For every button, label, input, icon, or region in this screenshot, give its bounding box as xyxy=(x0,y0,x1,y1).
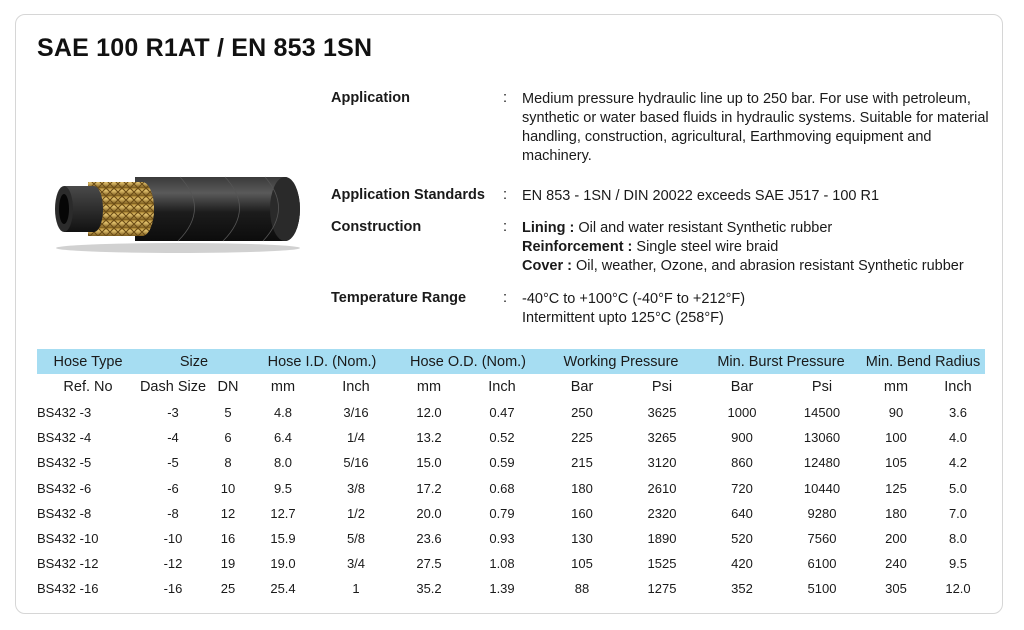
table-cell: 10440 xyxy=(803,480,841,496)
table-cell: BS432 -4 xyxy=(37,430,92,446)
table-cell: 20.0 xyxy=(416,505,442,521)
table-cell: 352 xyxy=(731,581,753,597)
table-cell: BS432 -8 xyxy=(37,505,92,521)
table-group-header xyxy=(37,349,985,374)
header-bend-radius: Min. Bend Radius xyxy=(861,349,985,374)
table-row xyxy=(37,450,985,475)
column-header: DN xyxy=(207,374,249,400)
table-cell: 420 xyxy=(731,556,753,572)
header-hose-od: Hose O.D. (Nom.) xyxy=(395,349,541,374)
table-cell: 180 xyxy=(571,480,593,496)
table-cell: 6.4 xyxy=(273,430,293,446)
header-working-pressure: Working Pressure xyxy=(541,349,701,374)
table-cell: 88 xyxy=(574,581,590,597)
table-cell: BS432 -12 xyxy=(37,556,99,572)
spec-colon: : xyxy=(503,187,508,203)
table-cell: 8 xyxy=(224,455,232,471)
table-cell: 15.0 xyxy=(416,455,442,471)
table-cell: 250 xyxy=(571,405,593,421)
table-cell: 1890 xyxy=(647,531,677,547)
table-cell: 90 xyxy=(888,405,904,421)
column-header: Dash Size xyxy=(139,374,207,400)
column-header: Inch xyxy=(931,374,985,400)
spec-colon: : xyxy=(503,219,508,235)
table-cell: 10 xyxy=(220,480,236,496)
table-cell: 3/8 xyxy=(346,480,366,496)
spec-temperature xyxy=(331,290,1001,330)
column-header: Bar xyxy=(701,374,783,400)
table-cell: 180 xyxy=(885,505,907,521)
table-cell: 3625 xyxy=(647,405,677,421)
table-cell: 2320 xyxy=(647,505,677,521)
table-cell: BS432 -16 xyxy=(37,581,99,597)
spec-line xyxy=(522,257,992,276)
table-cell: BS432 -6 xyxy=(37,480,92,496)
table-cell: 7560 xyxy=(807,531,837,547)
table-cell: 3120 xyxy=(647,455,677,471)
spec-line: EN 853 - 1SN / DIN 20022 exceeds SAE J517 - 100 R1 xyxy=(522,188,880,204)
table-cell: 12480 xyxy=(803,455,841,471)
table-cell: 12.7 xyxy=(270,505,296,521)
table-cell: 3/16 xyxy=(343,405,369,421)
table-cell: 12 xyxy=(220,505,236,521)
header-burst-pressure: Min. Burst Pressure xyxy=(701,349,861,374)
table-cell: 19.0 xyxy=(270,556,296,572)
table-cell: 27.5 xyxy=(416,556,442,572)
spec-construction xyxy=(331,219,1001,290)
header-hose-id: Hose I.D. (Nom.) xyxy=(249,349,395,374)
spec-line xyxy=(522,238,992,257)
table-cell: 720 xyxy=(731,480,753,496)
header-size: Size xyxy=(139,349,249,374)
table-cell: 240 xyxy=(885,556,907,572)
table-cell: 5100 xyxy=(807,581,837,597)
table-cell: 2610 xyxy=(647,480,677,496)
table-cell: 4.8 xyxy=(273,405,293,421)
spec-value xyxy=(522,219,992,276)
header-hose-type: Hose Type xyxy=(37,349,139,374)
spec-value xyxy=(522,187,992,206)
table-cell: 9.5 xyxy=(948,556,968,572)
spec-line: machinery. xyxy=(522,148,592,164)
table-cell: -5 xyxy=(167,455,179,471)
table-cell: 6 xyxy=(224,430,232,446)
table-row xyxy=(37,501,985,526)
table-cell: 19 xyxy=(220,556,236,572)
specification-table xyxy=(37,349,985,602)
table-cell: 520 xyxy=(731,531,753,547)
spec-label: Temperature Range xyxy=(331,290,467,306)
table-cell: 130 xyxy=(571,531,593,547)
column-header: Inch xyxy=(317,374,395,400)
spec-value xyxy=(522,290,992,328)
page-title: SAE 100 R1AT / EN 853 1SN xyxy=(37,34,373,62)
table-cell: 125 xyxy=(885,480,907,496)
table-sub-header xyxy=(37,374,985,400)
table-cell: 215 xyxy=(571,455,593,471)
table-cell: 225 xyxy=(571,430,593,446)
table-cell: 5/8 xyxy=(346,531,366,547)
table-cell: 9280 xyxy=(807,505,837,521)
table-cell: 5.0 xyxy=(948,480,968,496)
table-cell: 1/2 xyxy=(346,505,366,521)
table-cell: 3.6 xyxy=(948,405,968,421)
table-cell: 0.52 xyxy=(489,430,515,446)
table-cell: 13060 xyxy=(803,430,841,446)
table-cell: 1.39 xyxy=(489,581,515,597)
table-cell: 0.68 xyxy=(489,480,515,496)
spec-line: handling, construction, agricultural, Earthmoving equipment and xyxy=(522,129,932,145)
cover-label: Cover : xyxy=(522,258,572,274)
table-cell: 1/4 xyxy=(346,430,366,446)
table-cell: 12.0 xyxy=(416,405,442,421)
spec-label: Application Standards xyxy=(331,187,485,203)
table-cell: 105 xyxy=(885,455,907,471)
table-row xyxy=(37,576,985,601)
table-cell: 16 xyxy=(220,531,236,547)
table-cell: 305 xyxy=(885,581,907,597)
table-cell: 12.0 xyxy=(945,581,971,597)
table-cell: 640 xyxy=(731,505,753,521)
table-cell: 17.2 xyxy=(416,480,442,496)
spec-label: Construction xyxy=(331,219,422,235)
table-cell: -3 xyxy=(167,405,179,421)
column-header: Ref. No xyxy=(37,374,139,400)
cover-value: Oil, weather, Ozone, and abrasion resistant Synthetic rubber xyxy=(571,258,964,274)
table-cell: BS432 -5 xyxy=(37,455,92,471)
table-cell: 0.47 xyxy=(489,405,515,421)
table-cell: 7.0 xyxy=(948,505,968,521)
table-cell: 3/4 xyxy=(346,556,366,572)
table-row xyxy=(37,551,985,576)
table-cell: -16 xyxy=(163,581,183,597)
column-header: mm xyxy=(249,374,317,400)
table-cell: 1 xyxy=(352,581,360,597)
table-cell: 23.6 xyxy=(416,531,442,547)
table-cell: 8.0 xyxy=(273,455,293,471)
table-cell: 105 xyxy=(571,556,593,572)
table-cell: -4 xyxy=(167,430,179,446)
hose-image xyxy=(50,172,305,262)
table-cell: 6100 xyxy=(807,556,837,572)
table-cell: -6 xyxy=(167,480,179,496)
table-cell: -12 xyxy=(163,556,183,572)
table-cell: -8 xyxy=(167,505,179,521)
spec-line xyxy=(522,219,992,238)
table-cell: 25 xyxy=(220,581,236,597)
spec-colon: : xyxy=(503,290,508,306)
table-cell: 1.08 xyxy=(489,556,515,572)
table-cell: -10 xyxy=(163,531,183,547)
table-cell: 8.0 xyxy=(948,531,968,547)
table-body xyxy=(37,400,985,602)
table-cell: 5 xyxy=(224,405,232,421)
column-header: Bar xyxy=(541,374,623,400)
column-header: mm xyxy=(395,374,463,400)
spec-value xyxy=(522,90,992,166)
table-cell: 200 xyxy=(885,531,907,547)
table-row xyxy=(37,425,985,450)
table-cell: 0.79 xyxy=(489,505,515,521)
spec-line: Medium pressure hydraulic line up to 250 bar. For use with petroleum, xyxy=(522,91,971,107)
table-row xyxy=(37,476,985,501)
table-cell: 14500 xyxy=(803,405,841,421)
table-cell: 860 xyxy=(731,455,753,471)
table-cell: 100 xyxy=(885,430,907,446)
table-row xyxy=(37,526,985,551)
spec-standards xyxy=(331,187,1001,219)
spec-application xyxy=(331,90,1001,187)
table-cell: 5/16 xyxy=(343,455,369,471)
spec-label: Application xyxy=(331,90,410,106)
table-cell: 13.2 xyxy=(416,430,442,446)
table-row xyxy=(37,400,985,425)
table-cell: 35.2 xyxy=(416,581,442,597)
column-header: mm xyxy=(861,374,931,400)
specification-list xyxy=(331,90,1001,330)
reinforcement-label: Reinforcement : xyxy=(522,239,633,255)
table-cell: BS432 -10 xyxy=(37,531,99,547)
table-cell: 0.93 xyxy=(489,531,515,547)
column-header: Psi xyxy=(623,374,701,400)
table-cell: 4.2 xyxy=(948,455,968,471)
spec-line: Intermittent upto 125°C (258°F) xyxy=(522,310,724,326)
table-cell: 1275 xyxy=(647,581,677,597)
table-cell: 1000 xyxy=(727,405,757,421)
table-cell: 3265 xyxy=(647,430,677,446)
reinforcement-value: Single steel wire braid xyxy=(632,239,779,255)
spec-colon: : xyxy=(503,90,508,106)
table-cell: 4.0 xyxy=(948,430,968,446)
lining-value: Oil and water resistant Synthetic rubber xyxy=(574,220,833,236)
table-cell: 9.5 xyxy=(273,480,293,496)
spec-line: -40°C to +100°C (-40°F to +212°F) xyxy=(522,291,746,307)
table-cell: BS432 -3 xyxy=(37,405,92,421)
column-header: Psi xyxy=(783,374,861,400)
spec-line: synthetic or water based fluids in hydraulic systems. Suitable for material xyxy=(522,110,989,126)
table-cell: 0.59 xyxy=(489,455,515,471)
table-cell: 15.9 xyxy=(270,531,296,547)
lining-label: Lining : xyxy=(522,220,575,236)
column-header: Inch xyxy=(463,374,541,400)
table-cell: 1525 xyxy=(647,556,677,572)
table-cell: 25.4 xyxy=(270,581,296,597)
table-cell: 160 xyxy=(571,505,593,521)
table-cell: 900 xyxy=(731,430,753,446)
